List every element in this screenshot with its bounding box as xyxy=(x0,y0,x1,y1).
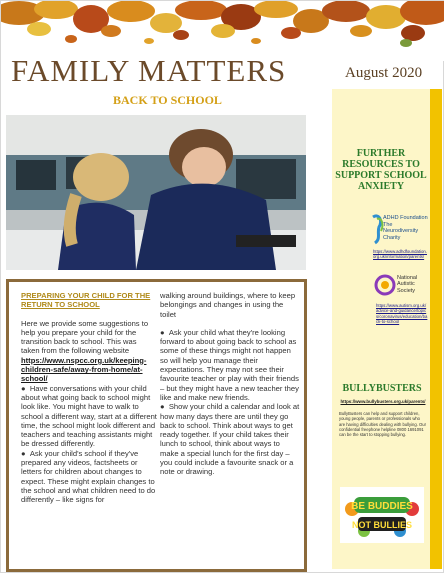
bullet-icon: ● xyxy=(160,402,169,412)
badge-bottom-text: NOT BULLIES xyxy=(352,520,412,530)
national-autistic-society-logo-icon xyxy=(374,274,396,296)
article-bullet xyxy=(21,449,157,505)
article-bullet-text: Have conversations with your child about what going back to school might look like. You might have to walk to school a different way, start at a different time, the school might look different and teachers and teaching assistants might be dressed differently. xyxy=(21,383,157,449)
article-continuation-2: toilet xyxy=(160,309,177,319)
adhd-name-text: ADHD Foundation xyxy=(383,215,428,221)
article-intro xyxy=(21,319,157,384)
issue-date: August 2020 xyxy=(345,65,423,81)
issue-subtitle: BACK TO SCHOOL xyxy=(113,93,222,107)
article-bullet-text: Ask your child's school if they've prepared any videos, factsheets or letters for children about changes to expect. These might explain changes to the school and what children need to do differently – like signs for xyxy=(21,448,156,505)
bullybusters-heading: BULLYBUSTERS xyxy=(342,383,422,394)
autumn-leaves-icon xyxy=(1,1,444,61)
article-column-right xyxy=(160,291,300,477)
article-continuation: walking around buildings, where to keep belongings and changes in using the xyxy=(160,291,296,310)
article-bullet xyxy=(21,384,157,449)
adhd-tagline-text: The Neurodiversity Charity xyxy=(383,221,419,241)
sidebar-stripe xyxy=(430,89,442,569)
article-bullet-text: Ask your child what they're looking forward to about going back to school as some of these things might not happen so will help you manage their expectations. They may not see their favourite teacher or play with their friends – but they might have a new teacher they like and make new friends. xyxy=(160,327,299,402)
be-buddies-not-bullies-badge-icon xyxy=(340,487,424,543)
bullet-icon: ● xyxy=(21,383,30,393)
bullybusters-description: BullyBusters can help and support children, young people, parents or professionals who are having difficulties dealing with bullying. Our confidential freephone helpline 0800 1691091 can be the start to stopping bullying. xyxy=(339,411,426,438)
bullet-icon: ● xyxy=(21,448,30,458)
autumn-leaves-banner xyxy=(1,1,444,61)
article-intro-text: Here we provide some suggestions to help you prepare your child for the transition back to school. This was taken from the following website xyxy=(21,318,149,356)
paragraph-gap xyxy=(160,319,300,328)
article-bullet xyxy=(160,402,300,476)
national-autistic-society-link[interactable]: https://www.autism.org.uk/advice-and-guidance/topics/coronavirus/education/back-to-school xyxy=(376,303,428,324)
bullet-icon: ● xyxy=(160,327,169,337)
bullybusters-link[interactable]: https://www.bullybusters.org.uk/parents/ xyxy=(340,399,426,404)
adhd-foundation-name xyxy=(383,215,429,241)
classroom-photo xyxy=(6,115,306,270)
nspcc-link[interactable]: https://www.nspcc.org.uk/keeping-children-safe/away-from-home/at-school/ xyxy=(21,355,147,384)
article-bullet xyxy=(160,328,300,402)
national-autistic-society-name: National Autistic Society xyxy=(397,275,418,294)
back-to-school-article xyxy=(6,279,307,572)
adhd-foundation-link[interactable]: https://www.adhdfoundation.org.uk/information/parents/ xyxy=(373,249,427,260)
classroom-photo-icon xyxy=(6,115,306,270)
resources-heading: FURTHER RESOURCES TO SUPPORT SCHOOL ANXIETY xyxy=(335,148,427,192)
article-heading: PREPARING YOUR CHILD FOR THE RETURN TO SCHOOL xyxy=(21,291,151,310)
newsletter-title: FAMILY MATTERS xyxy=(11,53,287,88)
article-bullet-text: Show your child a calendar and look at how many days there are until they go back to school. Think about ways to get ready together. If your child takes their lunch to school, think about ways to make a special lunch for the first day – you could include a favourite snack or a note or drawing. xyxy=(160,402,300,477)
article-column-left xyxy=(21,291,157,505)
badge-top-text: BE BUDDIES xyxy=(351,501,413,512)
